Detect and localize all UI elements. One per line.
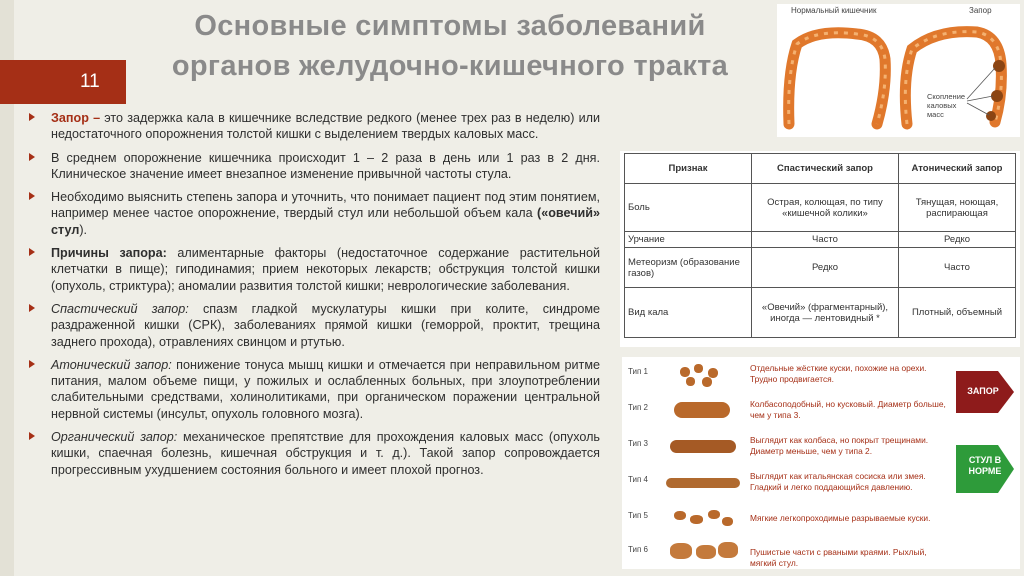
table-cell: Тянущая, ноющая, распирающая	[899, 184, 1016, 232]
paragraph-organic	[26, 429, 600, 478]
table-header: Признак	[625, 154, 752, 184]
stool-piece	[690, 515, 703, 524]
paragraph-spastic	[26, 301, 600, 350]
normal-colon-shape	[789, 33, 886, 124]
arrow-label-normal: СТУЛ В НОРМЕ	[968, 455, 1002, 476]
stool-type-row	[622, 539, 952, 567]
stool-piece	[722, 517, 733, 526]
label-constipation: Запор	[969, 6, 992, 15]
table-cell: «Овечий» (фрагментарный), иногда — лентовидный *	[752, 288, 899, 338]
stool-type-row	[622, 361, 952, 389]
stool-piece	[674, 511, 686, 520]
stool-mass-3	[986, 111, 996, 121]
paragraph-end: ).	[79, 222, 88, 237]
stool-piece	[680, 367, 690, 377]
stool-type-label: Тип 1	[628, 367, 649, 376]
stool-piece	[702, 377, 712, 387]
table-row	[625, 184, 1016, 232]
italic-lead: Органический запор:	[51, 430, 178, 445]
title-line-2: органов желудочно-кишечного тракта	[171, 50, 729, 82]
stool-type-row	[622, 433, 952, 461]
bullet-icon	[29, 192, 35, 200]
stool-type-label: Тип 2	[628, 403, 649, 412]
table-header: Спастический запор	[752, 154, 899, 184]
bullet-icon	[29, 360, 35, 368]
bullet-icon	[29, 113, 35, 121]
stool-piece	[674, 402, 730, 418]
table-row	[625, 248, 1016, 288]
stool-piece	[670, 543, 692, 559]
table-cell: Острая, колющая, по типу «кишечной колики»	[752, 184, 899, 232]
stool-piece	[666, 478, 740, 488]
label-mass: Скопление каловых масс	[927, 92, 966, 119]
slide-number: 11	[80, 71, 100, 92]
stool-piece	[708, 510, 720, 519]
title-line-1: Основные симптомы заболеваний	[194, 10, 706, 42]
table-cell: Часто	[752, 232, 899, 248]
stool-piece	[694, 364, 703, 373]
table-header-row	[625, 154, 1016, 184]
bullet-icon	[29, 304, 35, 312]
stool-type-label: Тип 4	[628, 475, 649, 484]
bold-lead: Причины запора:	[51, 246, 167, 261]
slide-title	[110, 6, 790, 86]
bold-phrase: («овечий» стул	[51, 206, 600, 237]
colon-illustration	[777, 4, 1020, 137]
stool-piece	[696, 545, 716, 559]
stool-type-row	[622, 397, 952, 425]
stool-type-desc: Выглядит как итальянская сосиска или змея. Гладкий и легко поддающийся давлению.	[750, 471, 926, 492]
table-cell: Вид кала	[625, 288, 752, 338]
paragraph-text: В среднем опорожнение кишечника происходит 1 – 2 раза в день или 1 раз в 2 дня. Клиническое значение имеет внезапное изменение привычной частоты стула.	[51, 150, 600, 181]
comparison-table	[620, 151, 1020, 347]
stool-piece	[718, 542, 738, 558]
paragraph-text: механическое препятствие для прохождения каловых масс (опухоль кишки, спаечная болезнь, кишечная обструкция и т. д.). Такой запор сопровождается прогрессивным ухудшением состояния больного и имеет плохой прогноз.	[51, 430, 600, 477]
body-text	[26, 110, 600, 485]
paragraph-text: понижение тонуса мышц кишки и отмечается при неправильном ритме питания, малом объеме пищи, у пожилых и ослабленных больных, при злоупотреблении слабительными средствами, холинолитиками, при органическом поражении центральной нервной системы (инсульт, опухоль головного мозга).	[51, 357, 600, 421]
paragraph-degree	[26, 189, 600, 238]
stool-type-desc: Выглядит как колбаса, но покрыт трещинами. Диаметр меньше, чем у типа 2.	[750, 435, 929, 456]
stool-piece	[686, 377, 695, 386]
table-row	[625, 288, 1016, 338]
table-cell: Плотный, объемный	[899, 288, 1016, 338]
table-cell: Урчание	[625, 232, 752, 248]
term: Запор –	[51, 111, 101, 125]
table-cell: Редко	[899, 232, 1016, 248]
italic-lead: Спастический запор:	[51, 301, 189, 316]
table-cell: Боль	[625, 184, 752, 232]
table-cell: Метеоризм (образование газов)	[625, 248, 752, 288]
table-header: Атонический запор	[899, 154, 1016, 184]
paragraph-text: Необходимо выяснить степень запора и уточнить, что понимает пациент под этим понятием, например менее частое опорожнение, твердый стул или небольшой объем кала	[51, 190, 600, 221]
paragraph-text: спазм гладкой мускулатуры кишки при колите, синдроме раздраженной кишки (СРК), заболеваниях прямой кишки (геморрой, проктит, трещина заднего прохода), отравлениях свинцом и ртутью.	[51, 301, 601, 349]
stool-type-desc: Мягкие легкопроходимые разрываемые куски.	[750, 513, 931, 523]
stool-type-row	[622, 469, 952, 497]
stool-chart	[622, 357, 1020, 569]
paragraph-text: это задержка кала в кишечнике вследствие редкого (менее трех раз в неделю) или недостаточного опорожнения толстой кишки с выделением твердых каловых масс.	[51, 111, 600, 142]
stool-mass-1	[993, 60, 1005, 72]
stool-type-row	[622, 505, 952, 533]
paragraph-atonic	[26, 357, 600, 422]
stool-type-label: Тип 6	[628, 545, 649, 554]
stool-type-label: Тип 3	[628, 439, 649, 448]
table	[624, 153, 1016, 338]
label-normal: Нормальный кишечник	[791, 6, 877, 15]
bullet-icon	[29, 153, 35, 161]
paragraph-causes	[26, 245, 600, 294]
paragraph-text: алиментарные факторы (недостаточное содержание растительной клетчатки в пище); гиподинамия; прием некоторых лекарств; обструкция толстой кишки (опухоль, стриктура); аномалии развития толстой кишки; неврологические заболевания.	[51, 246, 600, 293]
bullet-icon	[29, 432, 35, 440]
slide-number-box	[0, 60, 126, 104]
arrow-label-constipation: ЗАПОР	[967, 386, 999, 396]
stool-piece	[670, 440, 736, 453]
table-cell: Редко	[752, 248, 899, 288]
paragraph-definition	[26, 110, 600, 143]
table-cell: Часто	[899, 248, 1016, 288]
stool-type-label: Тип 5	[628, 511, 649, 520]
paragraph-frequency	[26, 150, 600, 183]
bullet-icon	[29, 248, 35, 256]
stool-type-desc: Пушистые части с рваными краями. Рыхлый, мягкий стул.	[750, 547, 927, 568]
italic-lead: Атонический запор:	[51, 357, 172, 372]
stool-type-desc: Отдельные жёсткие куски, похожие на орехи. Трудно продвигается.	[750, 363, 927, 384]
table-row	[625, 232, 1016, 248]
stool-type-desc: Колбасоподобный, но кусковый. Диаметр больше, чем у типа 3.	[750, 399, 946, 420]
colon-drawing	[777, 4, 1020, 137]
